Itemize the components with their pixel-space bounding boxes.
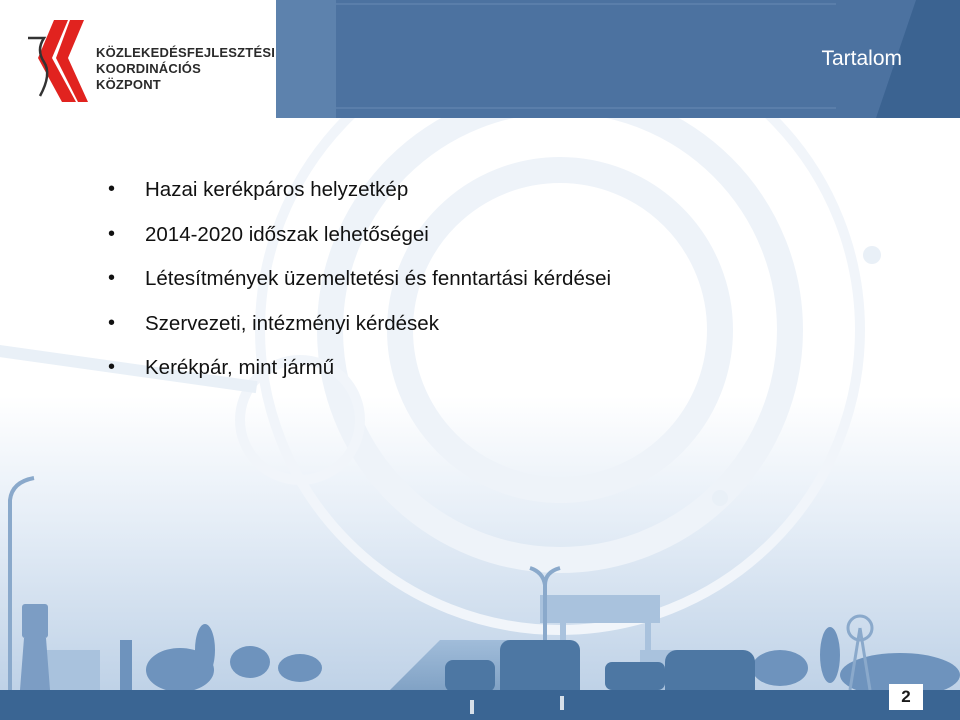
logo-line-2: KOORDINÁCIÓS xyxy=(96,61,201,76)
list-item xyxy=(108,178,611,223)
logo-text xyxy=(96,45,275,93)
list-item xyxy=(108,267,611,312)
logo-area xyxy=(0,0,276,118)
list-item-text: Hazai kerékpáros helyzetkép xyxy=(145,178,409,201)
list-item xyxy=(108,312,611,357)
page-number: 2 xyxy=(889,684,923,710)
list-item-text: Létesítmények üzemeltetési és fenntartási kérdései xyxy=(145,267,612,290)
list-item-text: Kerékpár, mint jármű xyxy=(145,356,335,379)
logo-line-1: KÖZLEKEDÉSFEJLESZTÉSI xyxy=(96,45,276,60)
content-list xyxy=(108,178,611,401)
logo-line-3: KÖZPONT xyxy=(96,77,161,92)
bullet-icon: • xyxy=(108,311,116,334)
slide-title: Tartalom xyxy=(821,47,902,70)
bullet-icon: • xyxy=(108,356,116,378)
list-item xyxy=(108,356,611,401)
list-item xyxy=(108,223,611,268)
list-item-text: 2014-2020 időszak lehetőségei xyxy=(145,222,429,246)
bullet-icon: • xyxy=(108,267,116,289)
bullet-icon: • xyxy=(108,178,116,200)
list-item-text: Szervezeti, intézményi kérdések xyxy=(145,311,439,335)
bullet-icon: • xyxy=(108,222,116,245)
logo-icon xyxy=(26,16,88,102)
